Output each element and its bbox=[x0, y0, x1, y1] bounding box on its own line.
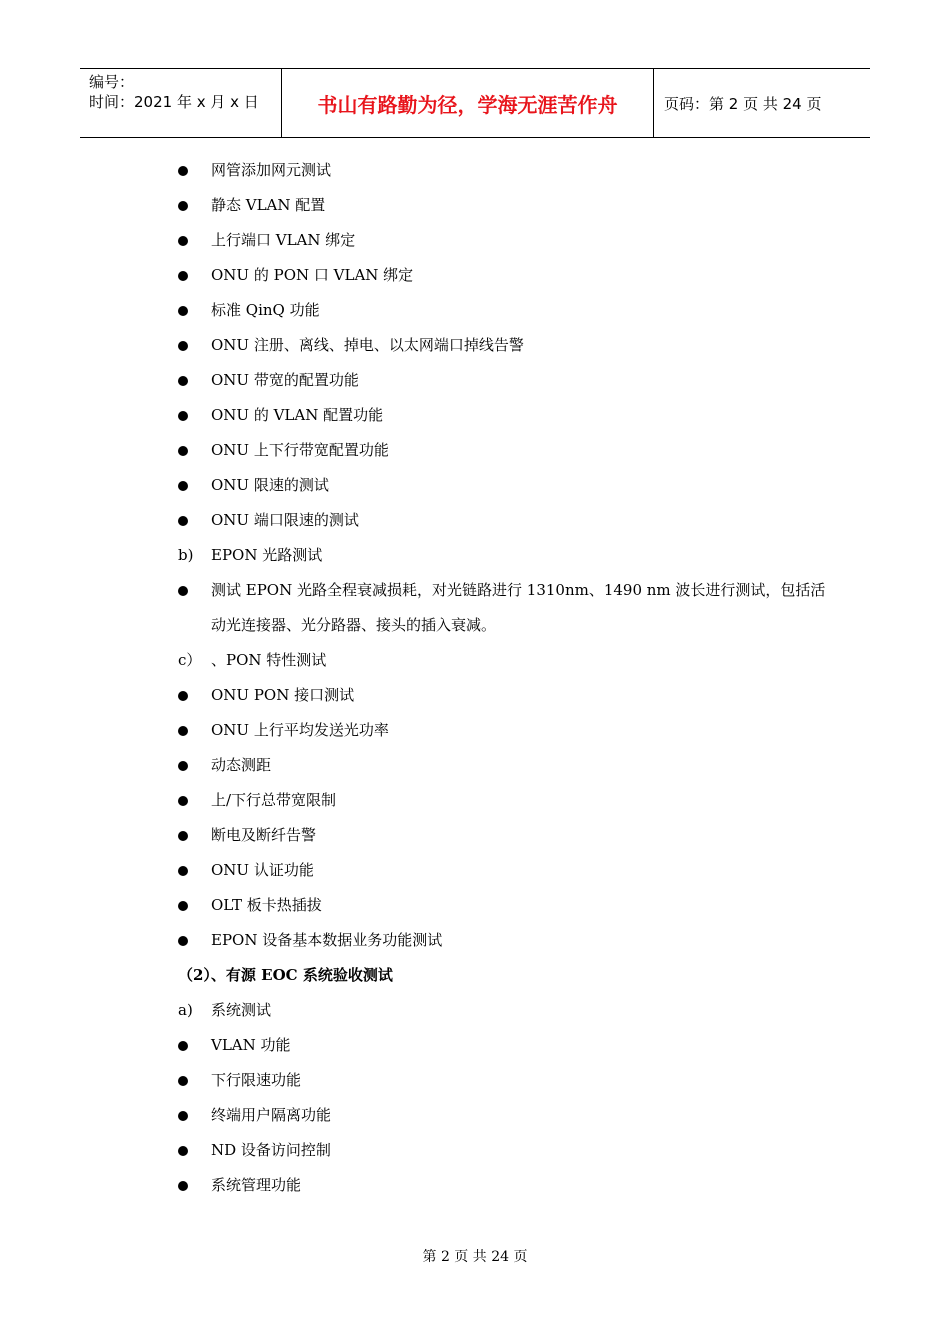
bullet-icon bbox=[178, 691, 188, 701]
list-item bbox=[178, 783, 828, 818]
bullet-icon bbox=[178, 761, 188, 771]
bullet-icon bbox=[178, 201, 188, 211]
list-item bbox=[178, 678, 828, 713]
document-body bbox=[178, 153, 828, 1203]
list-item-text: ONU 限速的测试 bbox=[211, 476, 329, 494]
list-item bbox=[178, 853, 828, 888]
bullet-icon bbox=[178, 586, 188, 596]
bullet-icon bbox=[178, 271, 188, 281]
section-heading-text: （2）、有源 EOC 系统验收测试 bbox=[178, 966, 393, 984]
list-item-text: 上行端口 VLAN 绑定 bbox=[211, 231, 356, 249]
list-item-text: OLT 板卡热插拔 bbox=[211, 896, 322, 914]
list-item bbox=[178, 643, 828, 678]
list-item-text: 网管添加网元测试 bbox=[211, 161, 332, 179]
list-item bbox=[178, 503, 828, 538]
bullet-icon bbox=[178, 936, 188, 946]
bullet-icon bbox=[178, 1146, 188, 1156]
list-item-text: 终端用户隔离功能 bbox=[211, 1106, 332, 1124]
list-item bbox=[178, 818, 828, 853]
list-item-text: ONU 端口限速的测试 bbox=[211, 511, 359, 529]
list-item-text: ONU 带宽的配置功能 bbox=[211, 371, 359, 389]
list-item bbox=[178, 1133, 828, 1168]
list-item bbox=[178, 258, 828, 293]
list-item bbox=[178, 153, 828, 188]
list-item bbox=[178, 398, 828, 433]
bullet-icon bbox=[178, 1076, 188, 1086]
header-meta bbox=[80, 69, 281, 137]
bullet-icon bbox=[178, 866, 188, 876]
list-item-text: 静态 VLAN 配置 bbox=[211, 196, 326, 214]
list-item-text: ONU PON 接口测试 bbox=[211, 686, 355, 704]
document-number-label: 编号： bbox=[89, 73, 135, 91]
list-item bbox=[178, 573, 828, 643]
bullet-icon bbox=[178, 831, 188, 841]
bullet-icon bbox=[178, 236, 188, 246]
list-item-text: ONU 的 VLAN 配置功能 bbox=[211, 406, 384, 424]
bullet-icon bbox=[178, 1111, 188, 1121]
list-item-text: 标准 QinQ 功能 bbox=[211, 301, 320, 319]
list-item-text: 系统测试 bbox=[211, 1001, 272, 1019]
list-item-text: ND 设备访问控制 bbox=[211, 1141, 331, 1159]
list-marker: b) bbox=[178, 546, 194, 564]
list-item-text: ONU 的 PON 口 VLAN 绑定 bbox=[211, 266, 414, 284]
list-item-text: EPON 设备基本数据业务功能测试 bbox=[211, 931, 443, 949]
bullet-icon bbox=[178, 341, 188, 351]
list-item-text: ONU 注册、离线、掉电、以太网端口掉线告警 bbox=[211, 336, 524, 354]
list-item-text: ONU 上下行带宽配置功能 bbox=[211, 441, 389, 459]
list-item bbox=[178, 923, 828, 958]
list-item bbox=[178, 363, 828, 398]
list-item bbox=[178, 713, 828, 748]
list-item bbox=[178, 1063, 828, 1098]
bullet-icon bbox=[178, 796, 188, 806]
list-item bbox=[178, 468, 828, 503]
document-time-label: 时间：2021 年 x 月 x 日 bbox=[89, 93, 259, 111]
list-item-text: EPON 光路测试 bbox=[211, 546, 323, 564]
list-item-text: 动态测距 bbox=[211, 756, 272, 774]
list-item bbox=[178, 748, 828, 783]
bullet-icon bbox=[178, 726, 188, 736]
list-item bbox=[178, 538, 828, 573]
bullet-icon bbox=[178, 376, 188, 386]
list-marker: c） bbox=[178, 651, 202, 669]
page-header bbox=[80, 68, 870, 138]
bullet-icon bbox=[178, 481, 188, 491]
header-motto: 书山有路勤为径，学海无涯苦作舟 bbox=[281, 69, 654, 137]
bullet-icon bbox=[178, 1041, 188, 1051]
bullet-icon bbox=[178, 901, 188, 911]
list-item bbox=[178, 188, 828, 223]
list-item-text: ONU 认证功能 bbox=[211, 861, 314, 879]
list-item bbox=[178, 293, 828, 328]
list-item-text: VLAN 功能 bbox=[211, 1036, 291, 1054]
list-item bbox=[178, 1168, 828, 1203]
list-item bbox=[178, 888, 828, 923]
list-item-text: 、PON 特性测试 bbox=[211, 651, 327, 669]
list-item-text: 系统管理功能 bbox=[211, 1176, 302, 1194]
page-footer: 第 2 页 共 24 页 bbox=[422, 1249, 528, 1265]
bullet-icon bbox=[178, 411, 188, 421]
list-item bbox=[178, 328, 828, 363]
bullet-icon bbox=[178, 166, 188, 176]
list-item bbox=[178, 1028, 828, 1063]
list-item bbox=[178, 993, 828, 1028]
section-heading bbox=[178, 958, 828, 993]
bullet-icon bbox=[178, 1181, 188, 1191]
list-item-text: 上/下行总带宽限制 bbox=[211, 791, 337, 809]
list-item bbox=[178, 1098, 828, 1133]
list-item bbox=[178, 223, 828, 258]
list-item-text: ONU 上行平均发送光功率 bbox=[211, 721, 389, 739]
bullet-icon bbox=[178, 306, 188, 316]
header-page-info: 页码：第 2 页 共 24 页 bbox=[664, 94, 822, 113]
list-item-text: 测试 EPON 光路全程衰减损耗，对光链路进行 1310nm、1490 nm 波长进行测试，包括活动光连接器、光分路器、接头的插入衰减。 bbox=[211, 581, 826, 634]
bullet-icon bbox=[178, 446, 188, 456]
bullet-icon bbox=[178, 516, 188, 526]
list-item-text: 断电及断纤告警 bbox=[211, 826, 317, 844]
list-marker: a) bbox=[178, 1001, 193, 1019]
list-item-text: 下行限速功能 bbox=[211, 1071, 302, 1089]
list-item bbox=[178, 433, 828, 468]
